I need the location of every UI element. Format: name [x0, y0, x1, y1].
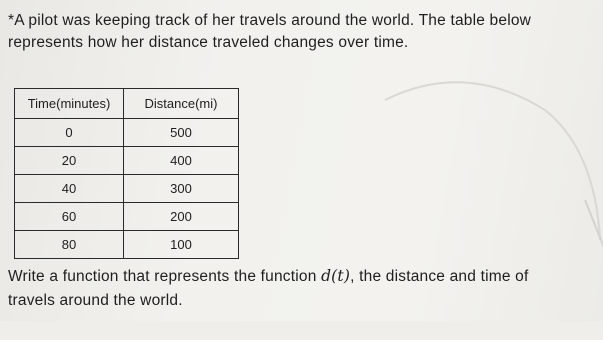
table-row [15, 203, 239, 231]
intro-line-1: *A pilot was keeping track of her travels around the world. The table below [8, 12, 532, 29]
table-row [15, 175, 239, 203]
question-text-before: Write a function that represents the function [8, 268, 322, 285]
table-row [15, 119, 239, 147]
distance-cell: 300 [124, 175, 239, 203]
distance-cell: 200 [124, 203, 239, 231]
time-cell: 0 [15, 119, 124, 147]
time-cell: 40 [15, 175, 124, 203]
question-line-1 [8, 264, 603, 289]
time-cell: 60 [15, 203, 124, 231]
question-prompt [8, 264, 603, 313]
distance-cell: 500 [124, 119, 239, 147]
distance-cell: 400 [124, 147, 239, 175]
time-cell: 20 [15, 147, 124, 175]
function-notation: d(t) [321, 267, 351, 285]
problem-intro [8, 10, 598, 54]
table-header-row [15, 89, 239, 119]
header-distance: Distance(mi) [124, 89, 239, 119]
table-row [15, 231, 239, 259]
time-cell: 80 [15, 231, 124, 259]
header-time: Time(minutes) [15, 89, 124, 119]
question-line-2: travels around the world. [8, 292, 183, 309]
intro-line-2: represents how her distance traveled changes over time. [8, 34, 409, 51]
table-row [15, 147, 239, 175]
distance-cell: 100 [124, 231, 239, 259]
distance-time-table [14, 88, 239, 259]
question-text-after: , the distance and time of [350, 268, 529, 285]
